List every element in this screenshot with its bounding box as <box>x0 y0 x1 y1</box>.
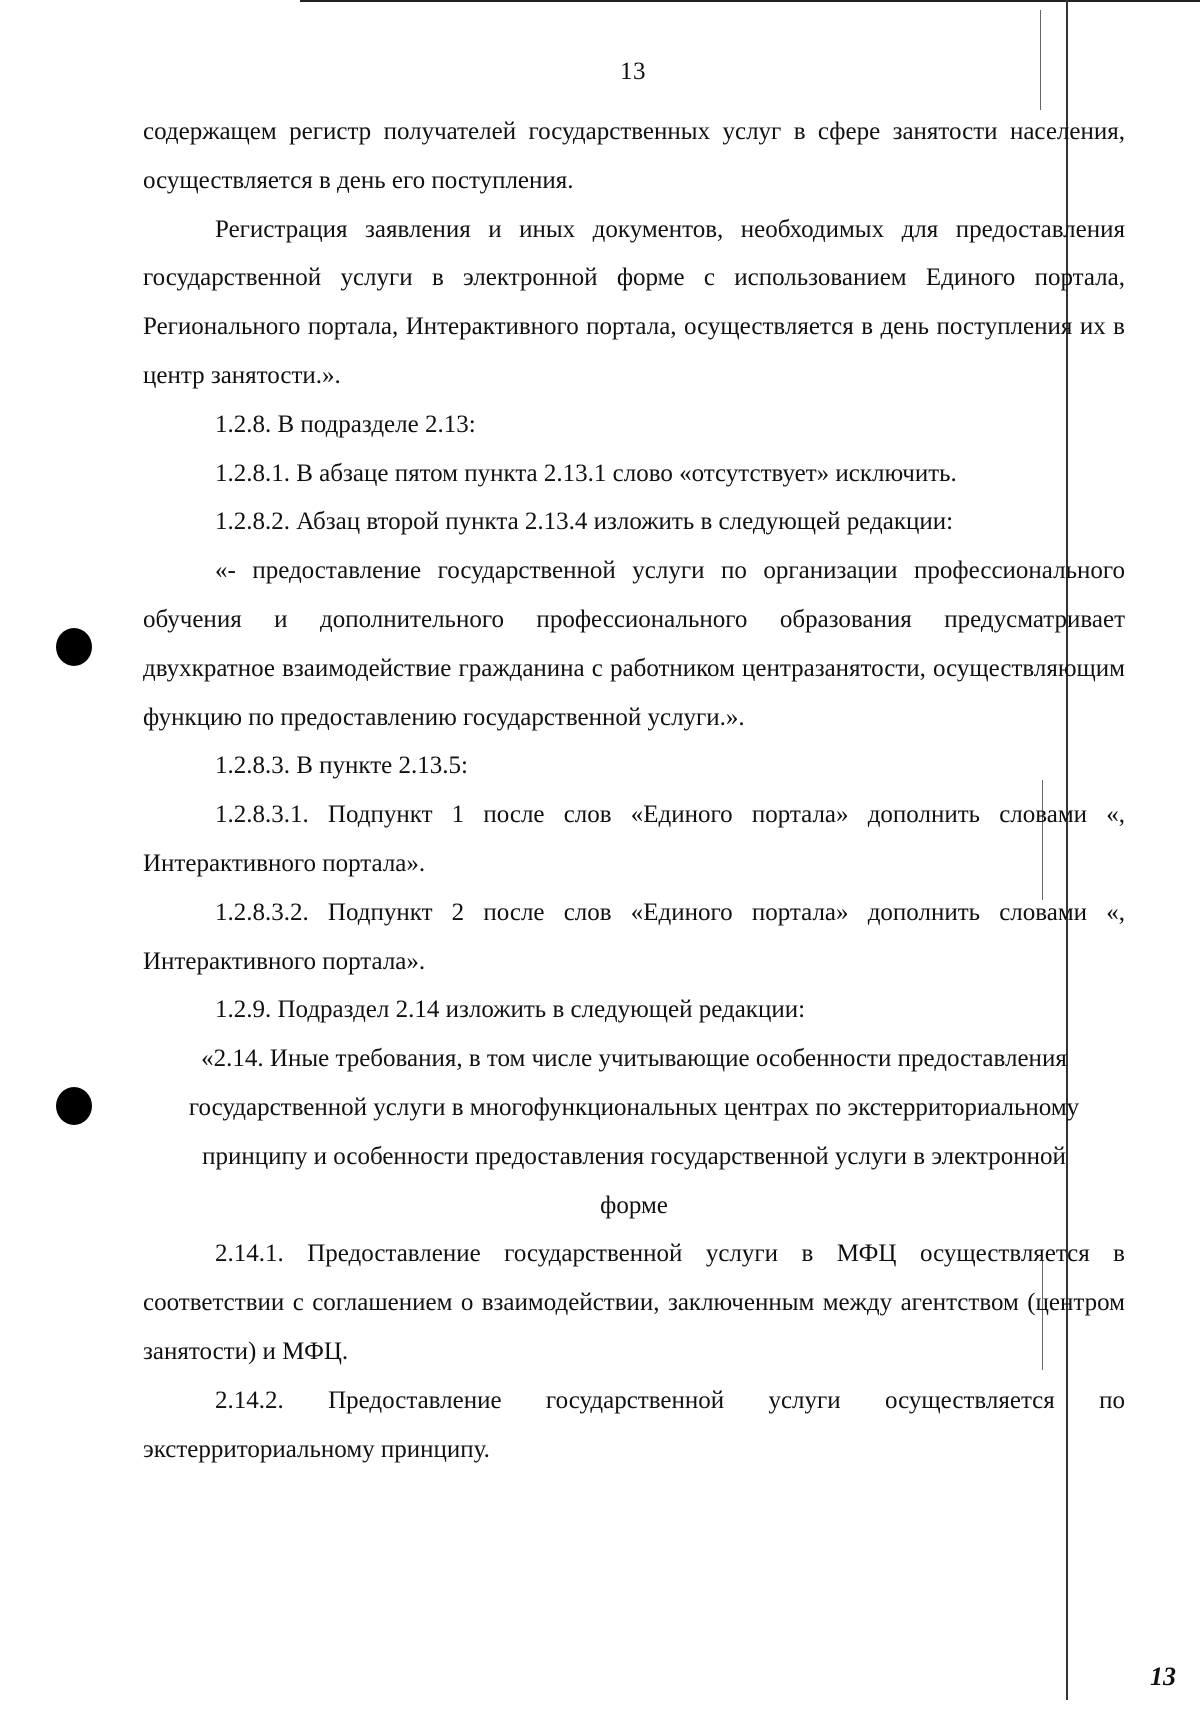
section-heading: «2.14. Иные требования, в том числе учитывающие особенности предоставления государственной услуги в многофункциональных центрах по экстерриториальному принципу и особенности предоставления государственной услуги в электронной форме <box>188 1045 1080 1219</box>
document-body <box>143 108 1125 1474</box>
paragraph: 2.14.2. Предоставление государственной услуги осуществляется по экстерриториальному принципу. <box>143 1386 1125 1463</box>
paragraph: содержащем регистр получателей государственных услуг в сфере занятости населения, осуществляется в день его поступления. <box>143 118 1125 194</box>
scan-vertical-line-short <box>1040 10 1041 110</box>
paragraph: 1.2.9. Подраздел 2.14 изложить в следующей редакции: <box>215 996 806 1024</box>
paragraph: 1.2.8.2. Абзац второй пункта 2.13.4 изложить в следующей редакции: <box>215 508 954 536</box>
paragraph: 1.2.8.1. В абзаце пятом пункта 2.13.1 слово «отсутствует» исключить. <box>215 459 957 487</box>
page-number: 13 <box>620 58 646 85</box>
paragraph: 1.2.8. В подразделе 2.13: <box>215 410 476 438</box>
paragraph: Регистрация заявления и иных документов, необходимых для предоставления государственной услуги в электронной форме с использованием Единого портала, Регионального портала, Интерактивного портала, осуществляется в день поступления их в центр занятости.». <box>143 215 1125 389</box>
paragraph: 1.2.8.3.2. Подпункт 2 после слов «Единого портала» дополнить словами «, Интерактивного портала». <box>143 898 1125 975</box>
paragraph: «- предоставление государственной услуги по организации профессионального обучения и дополнительного профессионального образования предусматривает двухкратное взаимодействие гражданина с работником центразанятости, осуществляющим функцию по предоставлению государственной услуги.». <box>143 557 1125 731</box>
handwritten-page-number: 13 <box>1150 1662 1176 1691</box>
paragraph: 1.2.8.3.1. Подпункт 1 после слов «Единого портала» дополнить словами «, Интерактивного портала». <box>143 801 1125 877</box>
paragraph: 2.14.1. Предоставление государственной услуги в МФЦ осуществляется в соответствии с соглашением о взаимодействии, заключенным между агентством (центром занятости) и МФЦ. <box>143 1240 1125 1365</box>
punch-hole-upper <box>56 628 92 666</box>
scan-top-edge-line <box>300 0 1200 2</box>
punch-hole-lower <box>56 1087 92 1125</box>
paragraph: 1.2.8.3. В пункте 2.13.5: <box>215 752 468 780</box>
